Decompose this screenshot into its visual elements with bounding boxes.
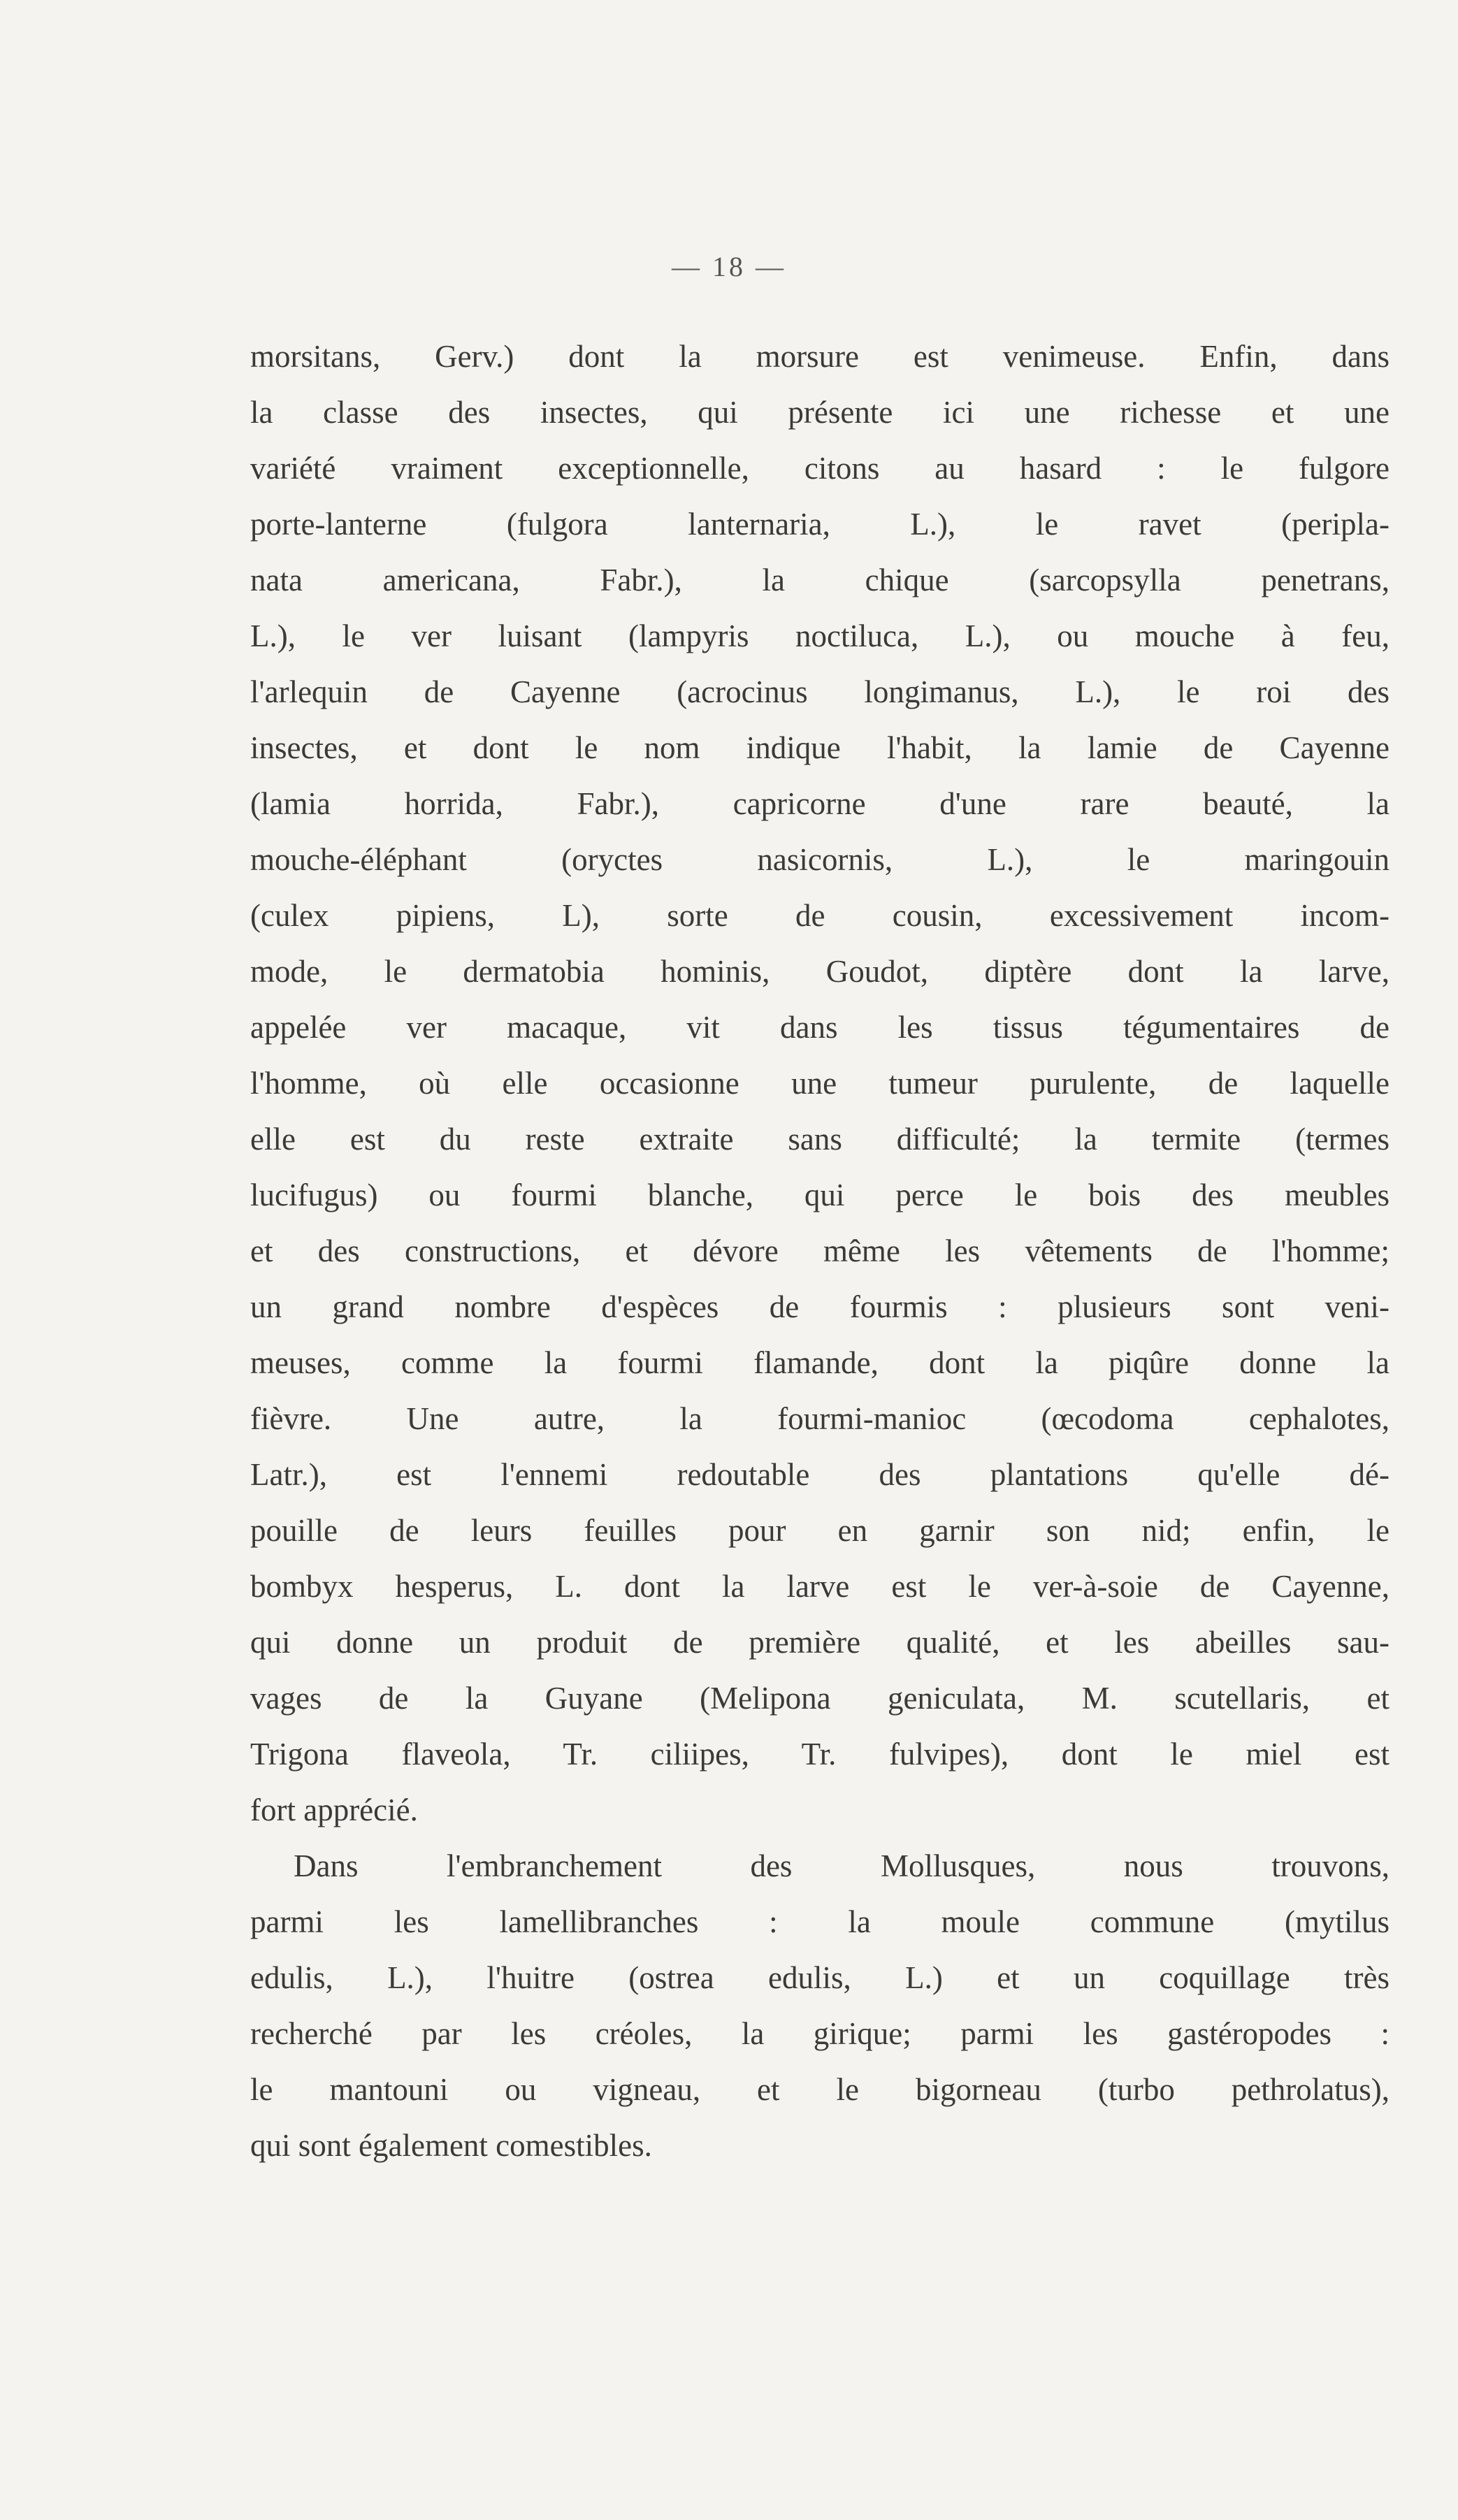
text-line: et des constructions, et dévore même les vêtements de l'homme; (250, 1233, 1390, 1268)
text-line: meuses, comme la fourmi flamande, dont la piqûre donne la (250, 1345, 1390, 1380)
text-line: vages de la Guyane (Melipona geniculata, M. scutellaris, et (250, 1681, 1390, 1716)
text-line: qui donne un produit de première qualité, et les abeilles sau- (250, 1625, 1390, 1660)
text-line: edulis, L.), l'huitre (ostrea edulis, L.) et un coquillage très (250, 1960, 1390, 1995)
body-text (250, 328, 1390, 2173)
text-line: l'homme, où elle occasionne une tumeur purulente, de laquelle (250, 1066, 1390, 1101)
text-line: Latr.), est l'ennemi redoutable des plantations qu'elle dé- (250, 1457, 1390, 1492)
text-line: un grand nombre d'espèces de fourmis : plusieurs sont veni- (250, 1289, 1390, 1324)
text-line: recherché par les créoles, la girique; parmi les gastéropodes : (250, 2016, 1390, 2051)
text-line: morsitans, Gerv.) dont la morsure est venimeuse. Enfin, dans (250, 339, 1390, 374)
page-number: — 18 — (672, 251, 786, 282)
text-line: lucifugus) ou fourmi blanche, qui perce le bois des meubles (250, 1178, 1390, 1212)
text-line: qui sont également comestibles. (250, 2128, 652, 2163)
text-line: fièvre. Une autre, la fourmi-manioc (œcodoma cephalotes, (250, 1401, 1390, 1436)
text-line: Trigona flaveola, Tr. ciliipes, Tr. fulvipes), dont le miel est (250, 1737, 1390, 1772)
text-line: porte-lanterne (fulgora lanternaria, L.), le ravet (peripla- (250, 507, 1390, 542)
text-line: L.), le ver luisant (lampyris noctiluca, L.), ou mouche à feu, (250, 618, 1390, 653)
text-line: Dans l'embranchement des Mollusques, nous trouvons, (294, 1848, 1390, 1883)
text-line: bombyx hesperus, L. dont la larve est le ver-à-soie de Cayenne, (250, 1569, 1390, 1604)
text-line: l'arlequin de Cayenne (acrocinus longimanus, L.), le roi des (250, 674, 1390, 709)
text-line: mode, le dermatobia hominis, Goudot, diptère dont la larve, (250, 954, 1390, 989)
text-line: mouche-éléphant (oryctes nasicornis, L.), le maringouin (250, 842, 1390, 877)
text-line: (culex pipiens, L), sorte de cousin, excessivement incom- (250, 898, 1390, 933)
text-line: variété vraiment exceptionnelle, citons au hasard : le fulgore (250, 451, 1390, 486)
text-line: le mantouni ou vigneau, et le bigorneau (turbo pethrolatus), (250, 2072, 1390, 2107)
paragraph-insects (250, 328, 1390, 1838)
text-line: pouille de leurs feuilles pour en garnir son nid; enfin, le (250, 1513, 1390, 1548)
paragraph-mollusks (250, 1838, 1390, 2173)
text-line: parmi les lamellibranches : la moule commune (mytilus (250, 1904, 1390, 1939)
text-line: appelée ver macaque, vit dans les tissus tégumentaires de (250, 1010, 1390, 1045)
text-line: elle est du reste extraite sans difficulté; la termite (termes (250, 1122, 1390, 1157)
text-line: nata americana, Fabr.), la chique (sarcopsylla penetrans, (250, 563, 1390, 598)
text-line: insectes, et dont le nom indique l'habit, la lamie de Cayenne (250, 730, 1390, 765)
text-line: (lamia horrida, Fabr.), capricorne d'une rare beauté, la (250, 786, 1390, 821)
text-line: fort apprécié. (250, 1793, 418, 1827)
text-line: la classe des insectes, qui présente ici une richesse et une (250, 395, 1390, 430)
